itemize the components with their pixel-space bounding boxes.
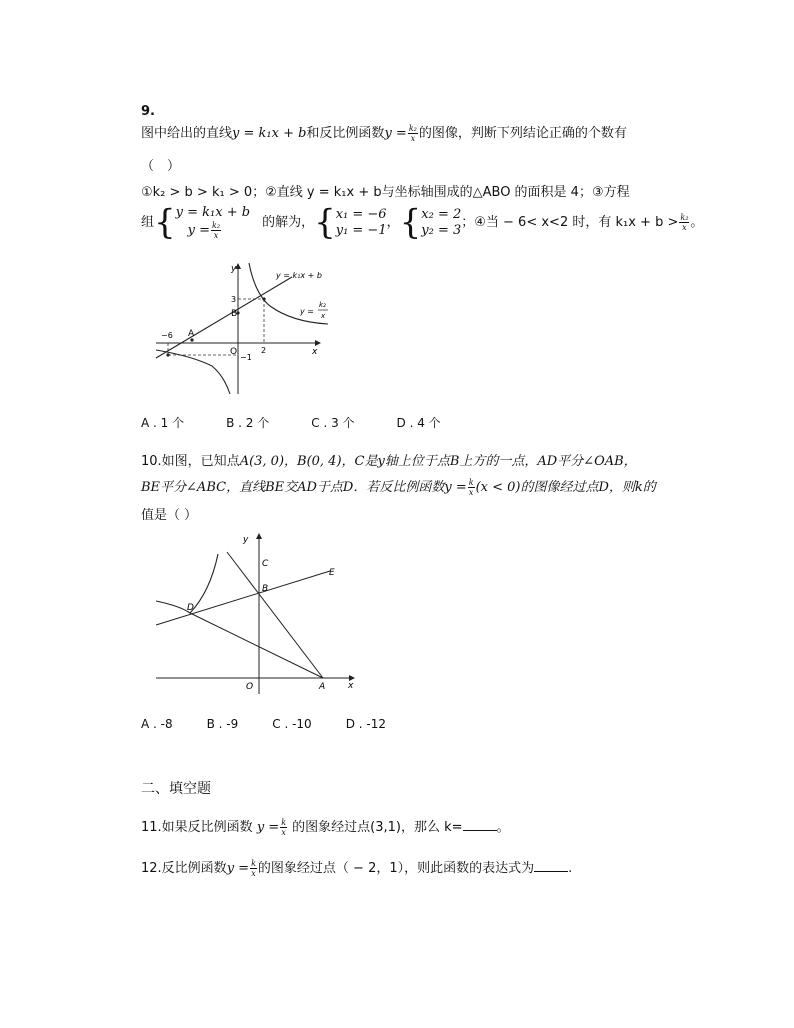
q10-option-b[interactable]: B . -9 — [206, 717, 239, 731]
q9-stem — [141, 124, 627, 143]
q10-point-d: D — [187, 603, 194, 613]
q10-line-3: 值是（ ） — [141, 508, 198, 523]
q9-sol2-brace: { — [399, 202, 422, 243]
q10-point-e: E — [329, 568, 335, 578]
q10-origin-label: O — [246, 682, 254, 692]
q12-text-b: 的图象经过点（ − 2，1），则此函数的表达式为 — [257, 861, 535, 876]
q9-tick-neg6: −6 — [161, 331, 173, 340]
q9-curve-label-lhs: y = — [300, 307, 314, 316]
q9-tick-2: 2 — [261, 346, 267, 355]
q9-sol1-brace: { — [314, 202, 336, 243]
q9-conclusion-3: 组{ y = k₁x + b y = $\frac{\text{k₂}}{x}$ 的解为，{ x₁ = −6 y₁ = −1 ，{ x₂ = 2 y₂ = 3 ；④当 − 6< x<2 时，有 k₁x + b > $\frac{\text{k₂}}{x}$ 。 — [141, 202, 704, 243]
q10-point-b: B — [262, 584, 269, 594]
q10-frac: $\frac{k}{x}$ — [468, 478, 474, 497]
q9-y-label: y — [231, 264, 237, 274]
q9-curve-label-den: x — [321, 312, 326, 320]
section-title: 二、填空题 — [141, 781, 211, 797]
q9-x-label: x — [312, 347, 318, 357]
q9-line-eq: y = k₁x + b — [232, 126, 307, 141]
q10-line-ad — [190, 613, 323, 678]
q9-system: y = k₁x + b y = $\frac{\text{k₂}}{x}$ — [175, 205, 251, 240]
q10-y-label: y — [243, 535, 249, 545]
q10-line2a: BE平分∠ABC，直线BE交AD于点D．若反比例函数 — [141, 480, 445, 495]
q9-stem-a: 图中给出的直线 — [141, 126, 233, 141]
q9-solution-2: x₂ = 2 y₂ = 3 — [421, 206, 462, 238]
q10-option-d[interactable]: D . -12 — [345, 717, 386, 731]
q9-origin-label: O — [230, 347, 238, 357]
q9-paren: （ ） — [141, 159, 181, 174]
q10-line-1 — [141, 453, 637, 471]
q10-x-label: x — [348, 681, 354, 691]
q10-line-be — [156, 571, 330, 625]
q12-answer-blank[interactable] — [534, 859, 568, 872]
q11: 11.如果反比例函数 y = $\frac{k}{x}$ 的图象经过点(3,1)，那么 k= 。 — [141, 818, 510, 837]
q12: 12.反比例函数y = $\frac{k}{x}$ 的图象经过点（ − 2，1），则此函数的表达式为 . — [141, 859, 573, 878]
q12-frac: $\frac{k}{x}$ — [251, 859, 256, 878]
q9-tick-neg1: −1 — [240, 353, 252, 362]
q9-options — [141, 414, 483, 433]
q9-curve-left — [156, 350, 230, 394]
q9-option-c[interactable]: C . 3 个 — [311, 416, 355, 430]
q10-graph — [152, 528, 364, 698]
q12-text-a: 12.反比例函数 — [141, 861, 227, 876]
q10-point-a: A — [319, 682, 326, 692]
q10-option-c[interactable]: C . -10 — [272, 717, 312, 731]
q9-stem-c: 的图像，判断下列结论正确的个数有 — [418, 126, 627, 141]
q9-option-b[interactable]: B . 2 个 — [226, 416, 270, 430]
q9-sys-brace: { — [154, 202, 176, 243]
q9-point-top-dot — [262, 297, 265, 300]
q9-inv-lhs: y = — [384, 126, 407, 141]
q9-c4-frac: $\frac{\text{k₂}}{x}$ — [680, 213, 689, 232]
q10-line-2: BE平分∠ABC，直线BE交AD于点D．若反比例函数y = $\frac{k}{x}$ (x < 0)的图像经过点D，则k的 — [141, 478, 656, 497]
q10-point-c: C — [262, 559, 269, 569]
q9-option-a[interactable]: A . 1 个 — [141, 416, 185, 430]
q9-point-a: A — [188, 329, 195, 339]
q9-conclusion-1: ①k₂ > b > k₁ > 0；②直线 y = k₁x + b与坐标轴围成的△ABO 的面积是 4；③方程 — [141, 185, 630, 200]
q9-inv-frac: $\frac{\text{k₂}}{x}$ — [408, 124, 417, 143]
q9-point-bottom-dot — [166, 353, 169, 356]
q10-line2b: (x < 0)的图像经过点D，则k的 — [475, 480, 656, 495]
q9-stem-b: 和反比例函数 — [306, 126, 385, 141]
q10-intro: 10.如图，已知点 — [141, 454, 240, 469]
q9-option-d[interactable]: D . 4 个 — [396, 416, 441, 430]
q10-points: A(3, 0)，B(0, 4)，C是y轴上位于点B上方的一点，AD平分∠OAB， — [239, 454, 637, 469]
q11-text-b: 的图象经过点(3,1)，那么 k= — [288, 820, 463, 835]
q11-frac: $\frac{k}{x}$ — [281, 818, 287, 837]
q9-line — [156, 277, 292, 358]
q10-line-ab — [227, 552, 323, 678]
q9-tick-3: 3 — [231, 295, 237, 304]
q9-curve-label-num: k₂ — [319, 301, 326, 309]
q9-number: 9. — [141, 104, 155, 119]
q11-text-a: 11.如果反比例函数 — [141, 820, 257, 835]
q9-conclusion-4: ；④当 − 6< x<2 时，有 k₁x + b > — [461, 215, 679, 230]
q10-options — [141, 715, 428, 734]
q9-point-b: B — [231, 309, 238, 319]
q9-solution-1: x₁ = −6 y₁ = −1 — [335, 206, 387, 238]
q11-answer-blank[interactable] — [463, 818, 497, 831]
q9-zu: 组 — [141, 215, 155, 230]
q9-graph — [152, 258, 362, 398]
q9-line-label: y = k₁x + b — [276, 271, 322, 280]
q9-c3-mid: 的解为， — [262, 215, 315, 230]
q10-option-a[interactable]: A . -8 — [141, 717, 173, 731]
